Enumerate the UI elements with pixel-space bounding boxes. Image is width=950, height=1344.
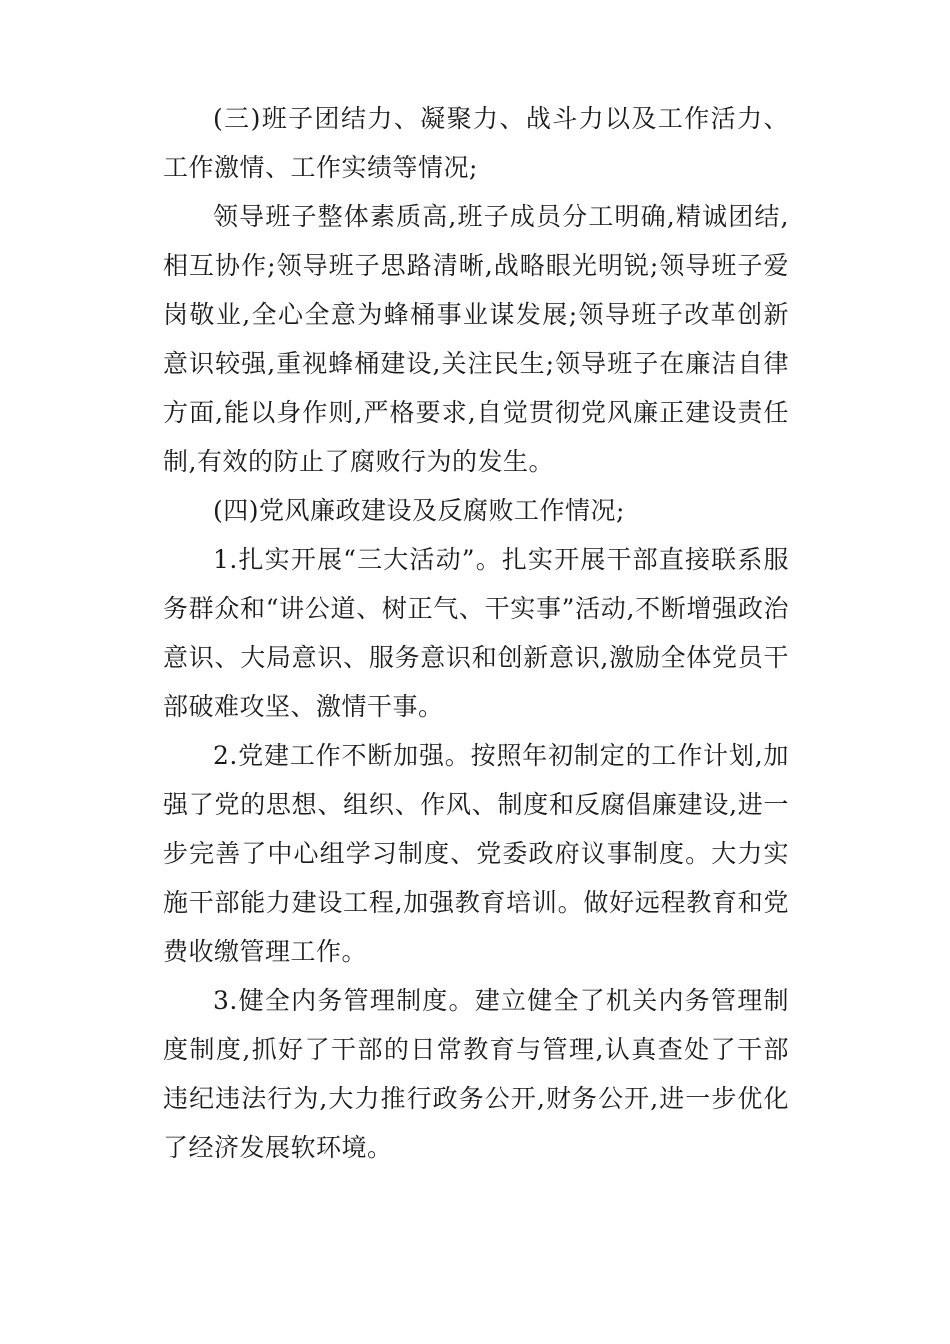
paragraph-item-two: 2.党建工作不断加强。按照年初制定的工作计划,加强了党的思想、组织、作风、制度和反腐倡廉建设,进一步完善了中心组学习制度、党委政府议事制度。大力实施干部能力建设工程,加强教育培训。做好远程教育和党费收缴管理工作。: [163, 741, 789, 966]
document-body: [163, 94, 789, 1172]
paragraph-section-three-heading: (三)班子团结力、凝聚力、战斗力以及工作活力、工作激情、工作实绩等情况;: [163, 104, 789, 182]
paragraph-leadership-summary: 领导班子整体素质高,班子成员分工明确,精诚团结,相互协作;领导班子思路清晰,战略眼光明锐;领导班子爱岗敬业,全心全意为蜂桶事业谋发展;领导班子改革创新意识较强,重视蜂桶建设,关注民生;领导班子在廉洁自律方面,能以身作则,严格要求,自觉贯彻党风廉正建设责任制,有效的防止了腐败行为的发生。: [163, 202, 789, 476]
paragraph-item-one: 1.扎实开展“三大活动”。扎实开展干部直接联系服务群众和“讲公道、树正气、干实事”活动,不断增强政治意识、大局意识、服务意识和创新意识,激励全体党员干部破难攻坚、激情干事。: [163, 545, 789, 721]
paragraph-item-three: 3.健全内务管理制度。建立健全了机关内务管理制度制度,抓好了干部的日常教育与管理,认真查处了干部违纪违法行为,大力推行政务公开,财务公开,进一步优化了经济发展软环境。: [163, 986, 789, 1162]
paragraph-section-four-heading: (四)党风廉政建设及反腐败工作情况;: [213, 496, 625, 525]
